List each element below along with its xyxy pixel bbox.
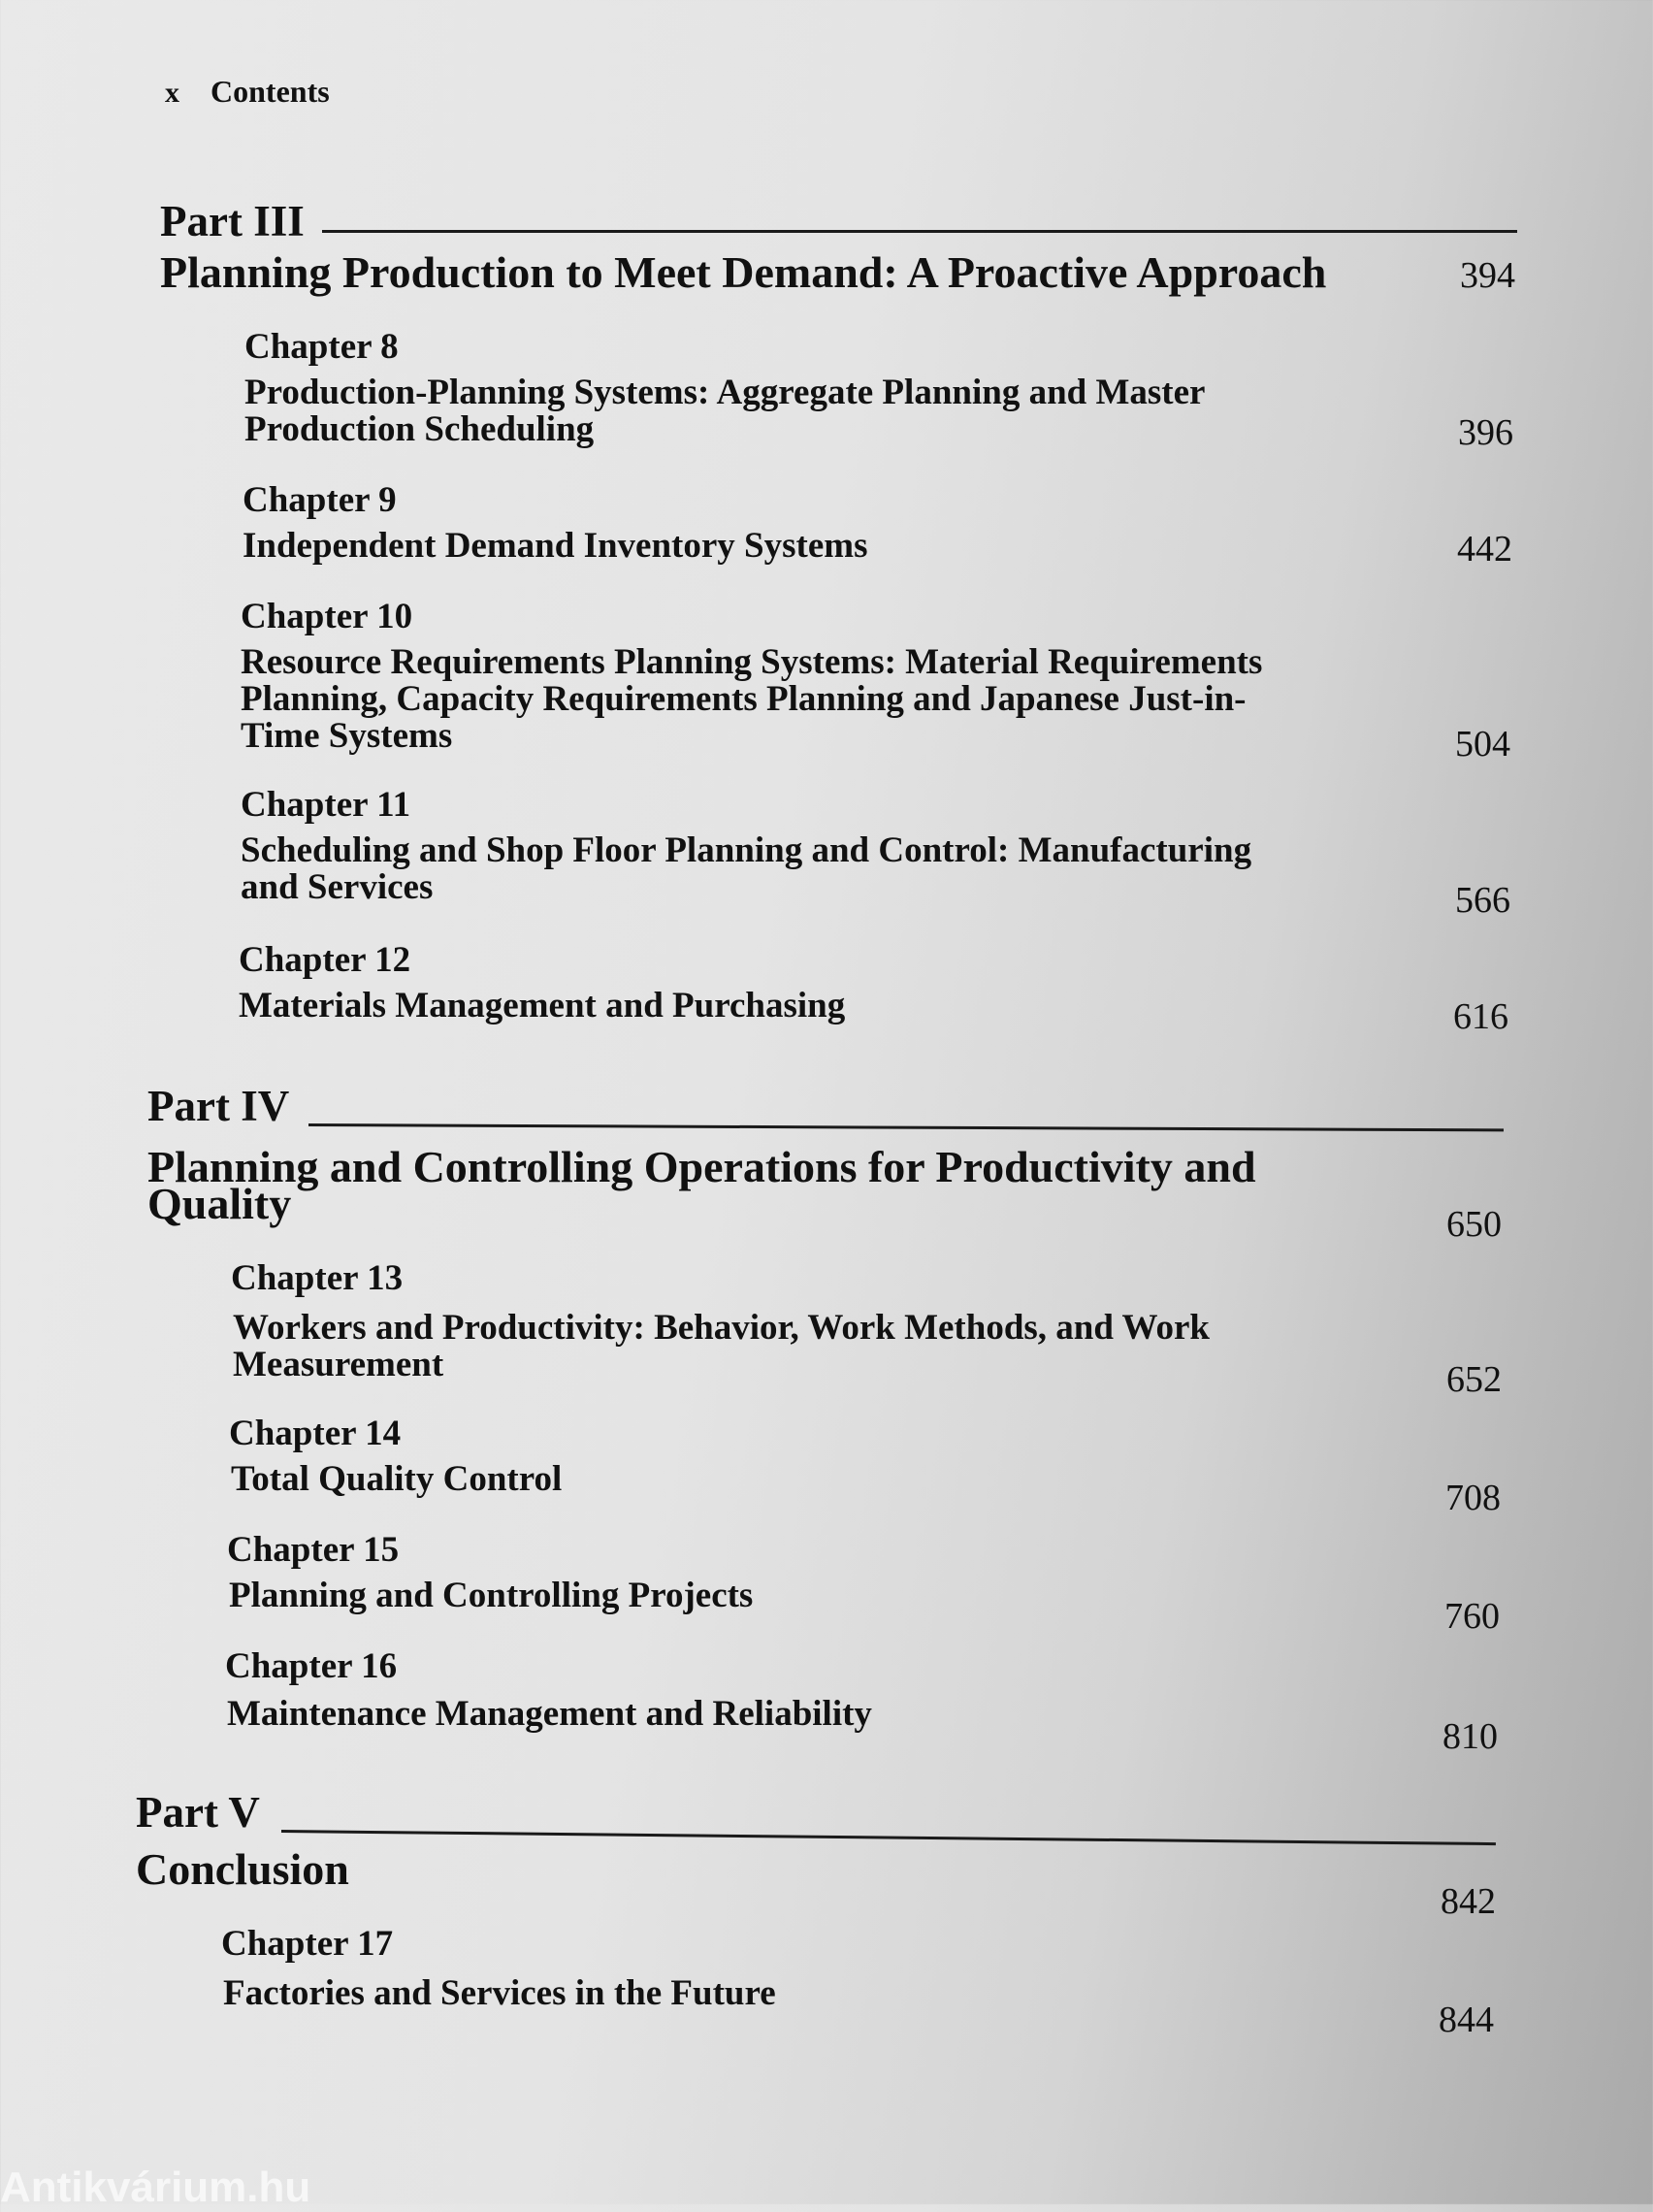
- part-iii-title: Planning Production to Meet Demand: A Proactive Approach: [160, 247, 1327, 297]
- chapter-15-label: Chapter 15: [227, 1530, 400, 1570]
- chapter-10-label: Chapter 10: [241, 597, 413, 636]
- chapter-8-title-line-1: Production-Planning Systems: Aggregate Planning and Master: [244, 373, 1206, 412]
- chapter-10-title-line-2: Planning, Capacity Requirements Planning and Japanese Just-in-: [241, 679, 1247, 719]
- part-iii-label: Part III: [160, 197, 305, 245]
- chapter-13-page: 652: [1446, 1359, 1502, 1400]
- chapter-17-label: Chapter 17: [221, 1924, 394, 1964]
- chapter-17-title-line-1: Factories and Services in the Future: [223, 1973, 776, 2013]
- chapter-16-label: Chapter 16: [225, 1646, 398, 1686]
- chapter-14-title: [231, 1461, 562, 1498]
- chapter-13-title-line-1: Workers and Productivity: Behavior, Work Methods, and Work: [233, 1308, 1211, 1348]
- part-v-page: 842: [1441, 1881, 1496, 1922]
- chapter-11-page: 566: [1455, 880, 1510, 921]
- chapter-8-page: 396: [1458, 412, 1513, 453]
- chapter-16-title: [227, 1696, 872, 1733]
- chapter-10-page: 504: [1455, 724, 1510, 764]
- chapter-8-title-line-2: Production Scheduling: [244, 409, 595, 449]
- chapter-9-title-line-1: Independent Demand Inventory Systems: [243, 526, 868, 566]
- chapter-12-title-line-1: Materials Management and Purchasing: [239, 986, 846, 1025]
- chapter-10-title: [241, 644, 1262, 755]
- chapter-8-label: Chapter 8: [244, 327, 399, 367]
- chapter-8-title: [244, 374, 1205, 448]
- chapter-15-title-line-1: Planning and Controlling Projects: [229, 1576, 754, 1615]
- part-iv-label: Part IV: [147, 1082, 290, 1130]
- chapter-15-page: 760: [1444, 1596, 1500, 1637]
- chapter-12-title: [239, 988, 845, 1025]
- part-iv-title: [147, 1142, 1256, 1228]
- chapter-13-title-line-2: Measurement: [233, 1345, 444, 1384]
- part-iii-rule: [322, 230, 1517, 233]
- chapter-11-title-line-1: Scheduling and Shop Floor Planning and Control: Manufacturing: [241, 830, 1252, 870]
- chapter-14-label: Chapter 14: [229, 1414, 402, 1453]
- part-v-rule: [281, 1830, 1496, 1845]
- chapter-17-title: [223, 1975, 776, 2012]
- chapter-12-page: 616: [1453, 996, 1508, 1037]
- page-folio: x: [165, 77, 179, 109]
- chapter-9-title: [243, 528, 867, 565]
- chapter-9-label: Chapter 9: [243, 480, 397, 520]
- chapter-13-title: [233, 1310, 1210, 1383]
- chapter-17-page: 844: [1439, 2000, 1494, 2040]
- running-head-title: Contents: [211, 74, 330, 109]
- chapter-9-page: 442: [1457, 529, 1512, 569]
- chapter-16-title-line-1: Maintenance Management and Reliability: [227, 1694, 872, 1734]
- part-iv-page: 650: [1446, 1204, 1502, 1245]
- chapter-10-title-line-1: Resource Requirements Planning Systems: Material Requirements: [241, 642, 1263, 682]
- chapter-16-page: 810: [1442, 1716, 1498, 1757]
- running-head: [165, 74, 330, 110]
- part-iv-rule: [308, 1123, 1504, 1131]
- part-v-label: Part V: [136, 1788, 260, 1837]
- chapter-10-title-line-3: Time Systems: [241, 716, 453, 756]
- chapter-11-title: [241, 832, 1251, 906]
- chapter-14-page: 708: [1445, 1478, 1501, 1518]
- part-v-title: Conclusion: [136, 1844, 349, 1894]
- chapter-11-label: Chapter 11: [241, 785, 411, 825]
- watermark: Antikvárium.hu: [0, 2163, 311, 2211]
- chapter-15-title: [229, 1578, 753, 1614]
- part-iii-page: 394: [1460, 255, 1515, 296]
- chapter-12-label: Chapter 12: [239, 940, 411, 980]
- chapter-11-title-line-2: and Services: [241, 867, 434, 907]
- chapter-14-title-line-1: Total Quality Control: [231, 1459, 563, 1499]
- part-iv-title-line-2: Quality: [147, 1179, 292, 1228]
- chapter-13-label: Chapter 13: [231, 1258, 404, 1298]
- part-iv-title-line-1: Planning and Controlling Operations for Productivity and: [147, 1142, 1256, 1191]
